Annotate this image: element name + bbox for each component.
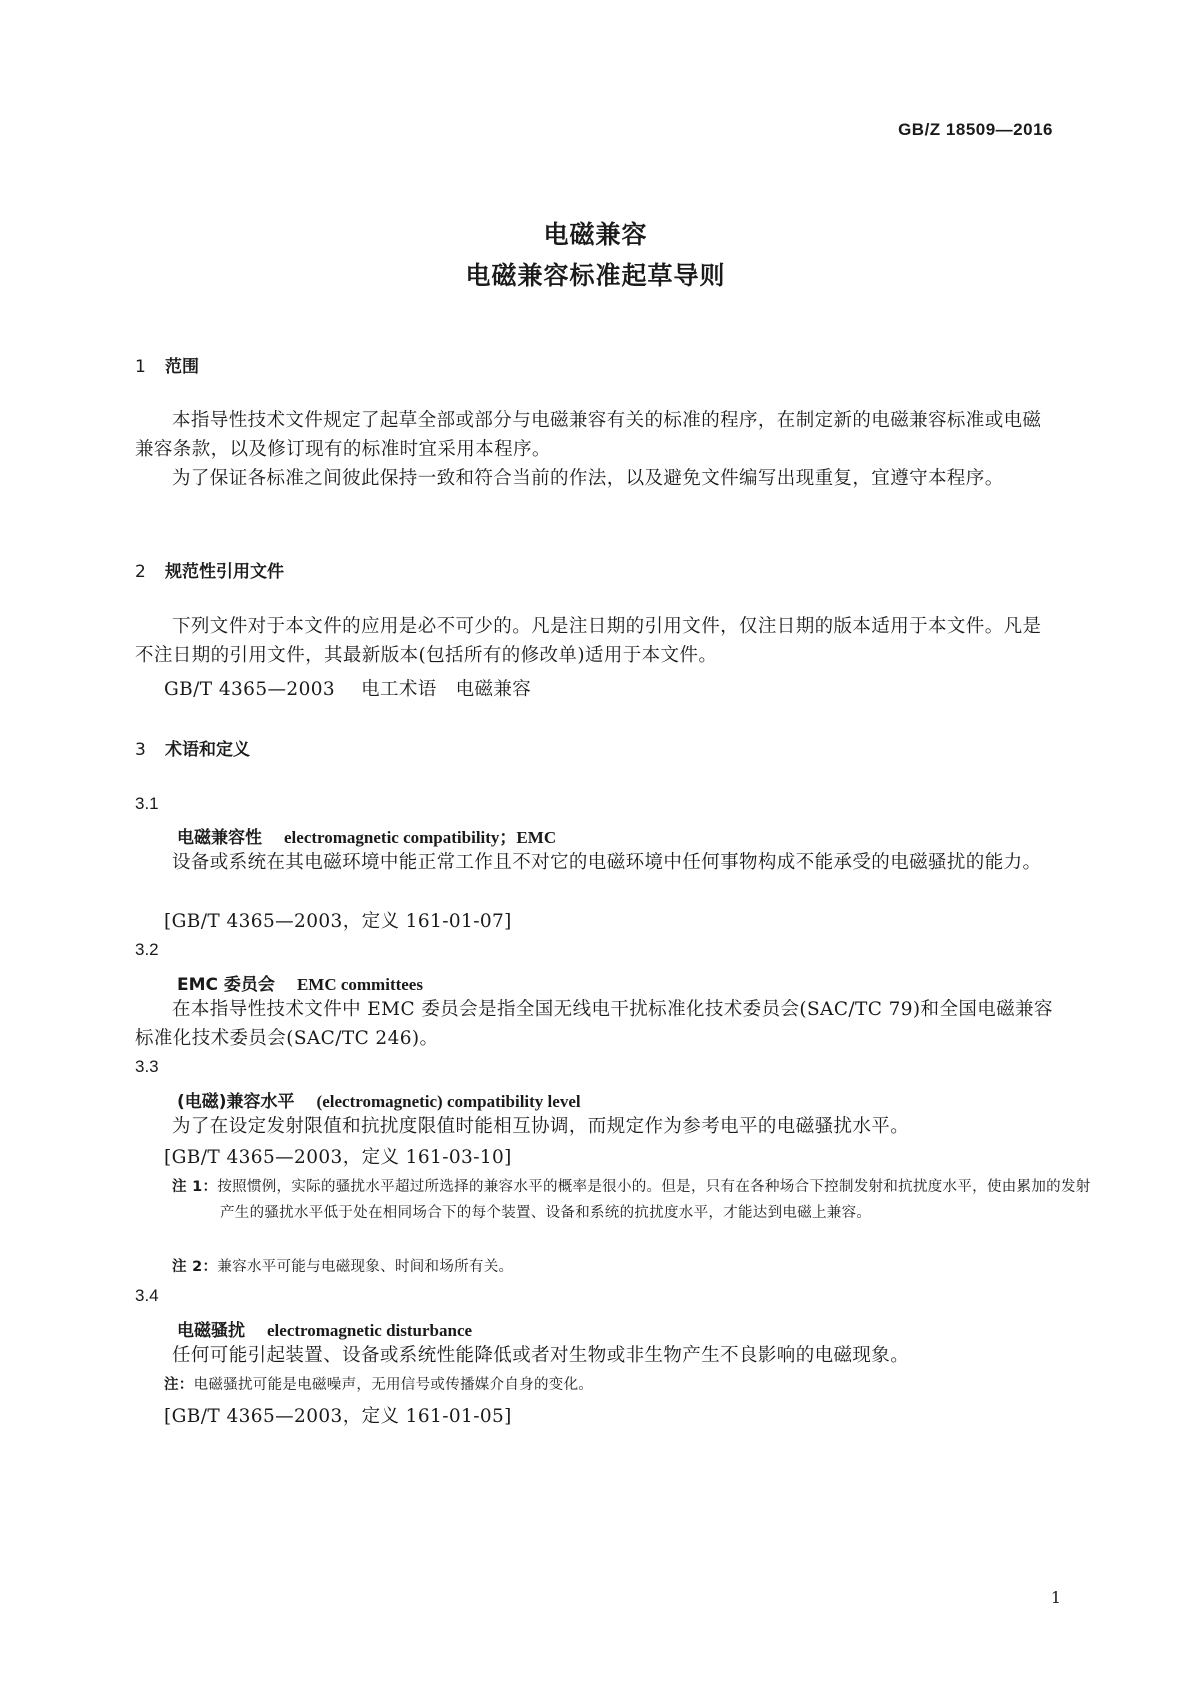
term-title: [177, 1316, 472, 1341]
note-label: 注 1：: [172, 1179, 218, 1195]
term-note: [164, 1372, 1049, 1398]
reference-title: 电工术语 电磁兼容: [361, 679, 532, 700]
term-number: 3.3: [135, 1057, 159, 1076]
note-text: 电磁骚扰可能是电磁噪声，无用信号或传播媒介自身的变化。: [193, 1377, 594, 1393]
term-en: EMC committees: [296, 975, 423, 994]
section-1-paragraph-1: 本指导性技术文件规定了起草全部或部分与电磁兼容有关的标准的程序，在制定新的电磁兼容标准或电磁兼容条款，以及修订现有的标准时宜采用本程序。: [135, 410, 1042, 460]
section-number: 2: [135, 562, 146, 582]
term-definition: 任何可能引起装置、设备或系统性能降低或者对生物或非生物产生不良影响的电磁现象。: [172, 1345, 910, 1366]
document-title-line2: 电磁兼容标准起草导则: [465, 261, 726, 290]
section-2-heading: [135, 557, 284, 582]
document-title-line1: 电磁兼容: [543, 220, 648, 249]
term-number: 3.4: [135, 1286, 159, 1305]
reference-code: GB/T 4365—2003: [164, 679, 336, 700]
term-definition: 设备或系统在其电磁环境中能正常工作且不对它的电磁环境中任何事物构成不能承受的电磁骚扰的能力。: [172, 852, 1042, 873]
section-title: 规范性引用文件: [165, 562, 284, 582]
term-en: (electromagnetic) compatibility level: [316, 1092, 581, 1111]
term-source: [GB/T 4365—2003，定义 161-03-10]: [164, 1147, 512, 1168]
section-3-heading: [135, 735, 250, 760]
term-title: [177, 823, 556, 848]
term-definition: 为了在设定发射限值和抗扰度限值时能相互协调，而规定作为参考电平的电磁骚扰水平。: [172, 1116, 910, 1137]
standard-code: GB/Z 18509—2016: [898, 120, 1053, 139]
term-source: [GB/T 4365—2003，定义 161-01-07]: [164, 911, 512, 932]
term-note: [172, 1174, 1105, 1226]
page-number: 1: [1050, 1588, 1061, 1607]
section-2-paragraph: 下列文件对于本文件的应用是必不可少的。凡是注日期的引用文件，仅注日期的版本适用于本文件。凡是不注日期的引用文件，其最新版本(包括所有的修改单)适用于本文件。: [135, 616, 1042, 666]
term-zh: 电磁兼容性: [177, 828, 262, 848]
section-1-heading: [135, 352, 199, 377]
term-definition: 在本指导性技术文件中 EMC 委员会是指全国无线电干扰标准化技术委员会(SAC/TC 79)和全国电磁兼容标准化技术委员会(SAC/TC 246)。: [135, 999, 1053, 1049]
note-text: 按照惯例，实际的骚扰水平超过所选择的兼容水平的概率是很小的。但是，只有在各种场合下控制发射和抗扰度水平，使由累加的发射产生的骚扰水平低于处在相同场合下的每个装置、设备和系统的抗扰度水平，才能达到电磁上兼容。: [217, 1179, 1091, 1221]
normative-reference: [164, 675, 531, 701]
section-number: 3: [135, 740, 146, 760]
term-note: [172, 1254, 1105, 1280]
note-text: 兼容水平可能与电磁现象、时间和场所有关。: [217, 1259, 514, 1275]
note-label: 注 2：: [172, 1259, 218, 1275]
term-en: electromagnetic compatibility；EMC: [284, 828, 557, 847]
note-label: 注：: [164, 1377, 194, 1393]
term-zh: (电磁)兼容水平: [177, 1092, 295, 1112]
term-number: 3.1: [135, 794, 159, 813]
section-number: 1: [135, 357, 146, 377]
term-en: electromagnetic disturbance: [267, 1321, 473, 1340]
term-zh: 电磁骚扰: [177, 1321, 245, 1341]
term-title: [177, 1087, 581, 1112]
term-title: [177, 970, 423, 995]
section-1-paragraph-2: 为了保证各标准之间彼此保持一致和符合当前的作法，以及避免文件编写出现重复，宜遵守本程序。: [172, 468, 1004, 489]
term-source: [GB/T 4365—2003，定义 161-01-05]: [164, 1406, 512, 1427]
term-number: 3.2: [135, 940, 159, 959]
term-zh: EMC 委员会: [177, 975, 275, 995]
section-title: 范围: [165, 357, 199, 377]
section-title: 术语和定义: [165, 740, 250, 760]
